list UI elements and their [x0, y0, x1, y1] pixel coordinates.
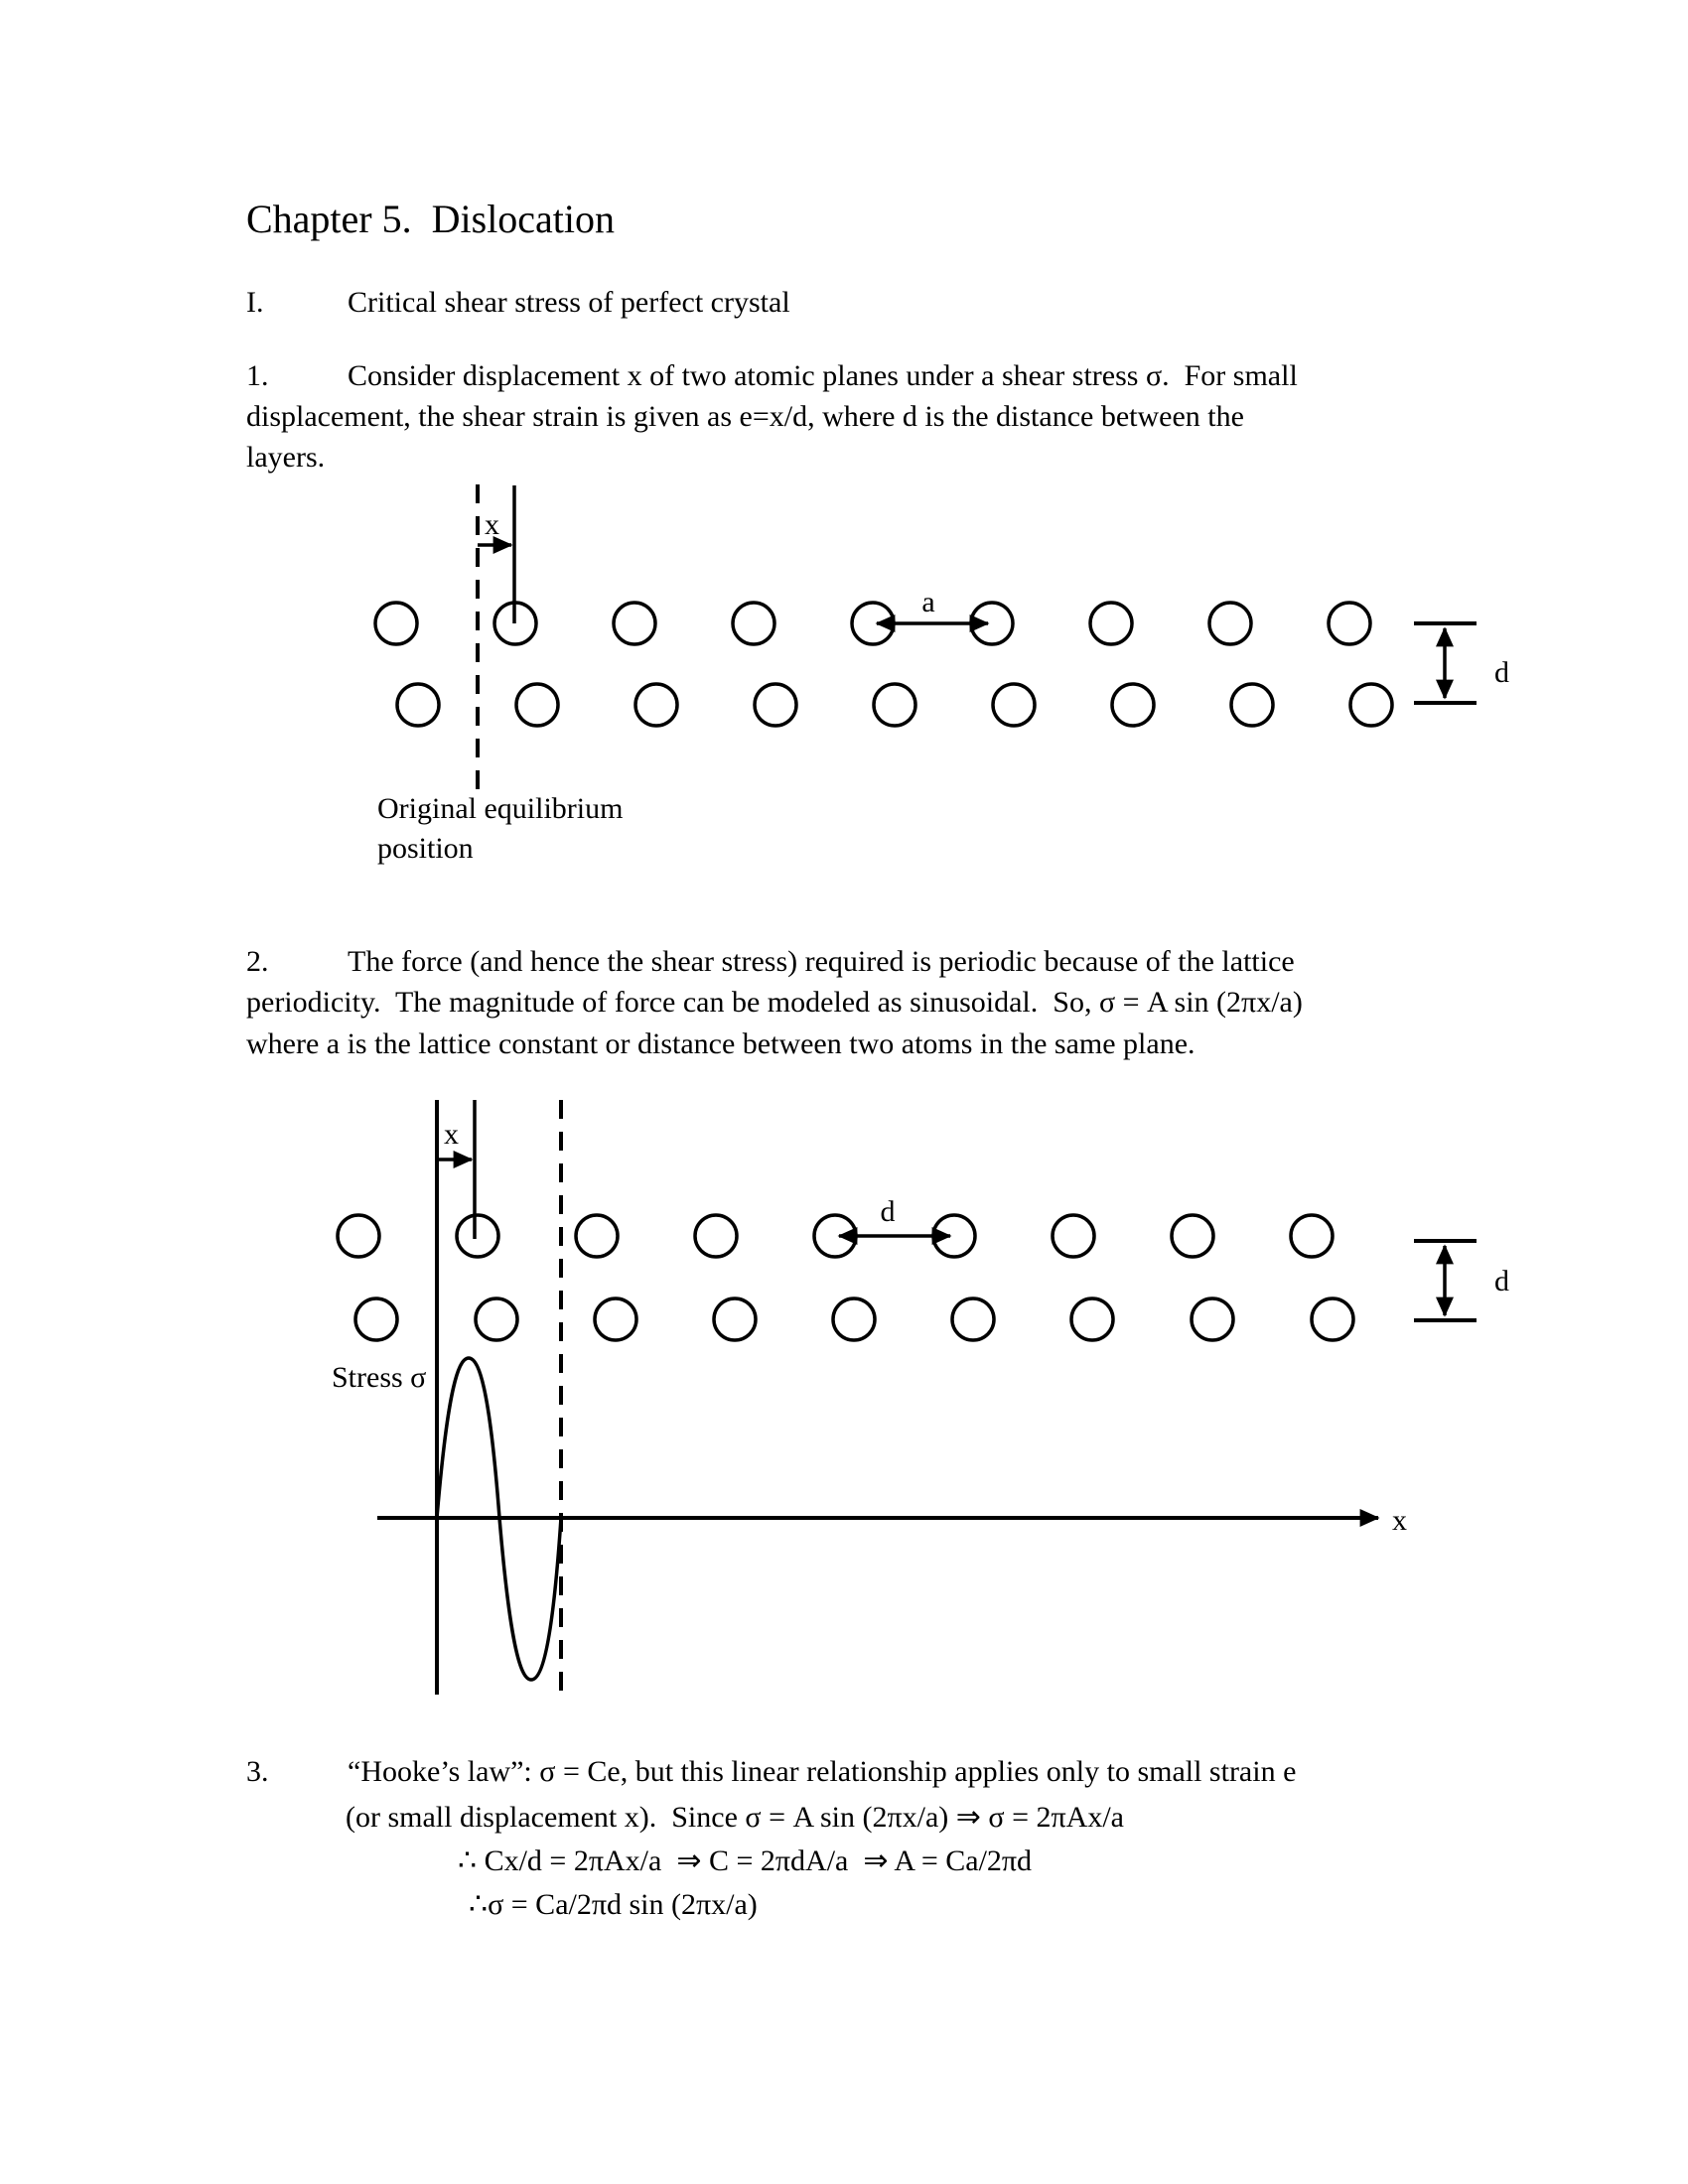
atom-circle: [695, 1215, 737, 1257]
d-spacing-label: d: [1494, 1265, 1509, 1297]
atom-circle: [614, 603, 655, 644]
d-spacing-label: d: [1494, 656, 1509, 689]
section-heading-num: I.: [246, 286, 264, 319]
atom-circle: [1090, 603, 1132, 644]
item2-number: 2.: [246, 945, 269, 978]
atom-circle: [595, 1298, 636, 1340]
atom-circle: [1312, 1298, 1353, 1340]
atom-circle: [1231, 684, 1273, 726]
atom-circle: [516, 684, 558, 726]
atom-circle: [874, 684, 915, 726]
item3-line3: ∴ Cx/d = 2πAx/a ⇒ C = 2πdA/a ⇒ A = Ca/2πd: [458, 1844, 1033, 1877]
fig2-d-spacing-dimension: [1414, 1241, 1509, 1320]
atom-circle: [1192, 1298, 1233, 1340]
item3-number: 3.: [246, 1755, 269, 1788]
atom-circle: [375, 603, 417, 644]
atom-circle: [355, 1298, 397, 1340]
item3-line2: (or small displacement x). Since σ = A sin (2πx/a) ⇒ σ = 2πAx/a: [346, 1801, 1124, 1834]
figure1-caption-line2: position: [377, 832, 474, 865]
figure2-stress-diagram: [278, 1092, 1509, 1707]
atom-circle: [714, 1298, 756, 1340]
atom-circle: [397, 684, 439, 726]
atom-circle: [338, 1215, 379, 1257]
item3-line1: “Hooke’s law”: σ = Ce, but this linear relationship applies only to small strain e: [348, 1755, 1297, 1788]
atom-circle: [576, 1215, 618, 1257]
atom-circle: [993, 684, 1035, 726]
item2-line2: periodicity. The magnitude of force can be modeled as sinusoidal. So, σ = A sin (2πx/a): [246, 986, 1303, 1019]
fig1-d-spacing-dimension: [1414, 623, 1509, 703]
item1-line3: layers.: [246, 441, 326, 474]
stress-axis-label: Stress σ: [332, 1361, 427, 1394]
item1-line1: Consider displacement x of two atomic planes under a shear stress σ. For small: [348, 359, 1298, 392]
atom-spacing-label: d: [880, 1195, 896, 1228]
atom-circle: [635, 684, 677, 726]
atom-circle: [1053, 1215, 1094, 1257]
atom-circle: [457, 1215, 498, 1257]
atom-circle: [1172, 1215, 1213, 1257]
atom-circle: [952, 1298, 994, 1340]
figure1-caption-line1: Original equilibrium: [377, 792, 624, 825]
section-heading-text: Critical shear stress of perfect crystal: [348, 286, 790, 319]
item3-line4: ∴σ = Ca/2πd sin (2πx/a): [469, 1888, 758, 1921]
atom-circle: [1329, 603, 1370, 644]
x-displacement-label: x: [485, 508, 499, 541]
fig1-top-atom-row: [375, 603, 1370, 644]
atom-circle: [476, 1298, 517, 1340]
lattice-constant-label: a: [921, 586, 935, 618]
item1-line2: displacement, the shear strain is given as e=x/d, where d is the distance between the: [246, 400, 1244, 433]
x-displacement-label: x: [444, 1118, 459, 1151]
item1-number: 1.: [246, 359, 269, 392]
item2-line3: where a is the lattice constant or distance between two atoms in the same plane.: [246, 1027, 1196, 1060]
page-title: Chapter 5. Dislocation: [246, 197, 616, 241]
fig2-top-atom-row: [338, 1215, 1333, 1257]
fig1-bottom-atom-row: [397, 684, 1392, 726]
atom-circle: [1350, 684, 1392, 726]
item2-line1: The force (and hence the shear stress) required is periodic because of the lattice: [348, 945, 1295, 978]
atom-circle: [1291, 1215, 1333, 1257]
atom-circle: [755, 684, 796, 726]
atom-circle: [1071, 1298, 1113, 1340]
atom-circle: [1209, 603, 1251, 644]
x-axis-label: x: [1392, 1504, 1407, 1537]
fig2-bottom-atom-row: [355, 1298, 1353, 1340]
atom-circle: [833, 1298, 875, 1340]
figure1-lattice-diagram: [357, 477, 1529, 814]
atom-circle: [1112, 684, 1154, 726]
atom-circle: [733, 603, 774, 644]
